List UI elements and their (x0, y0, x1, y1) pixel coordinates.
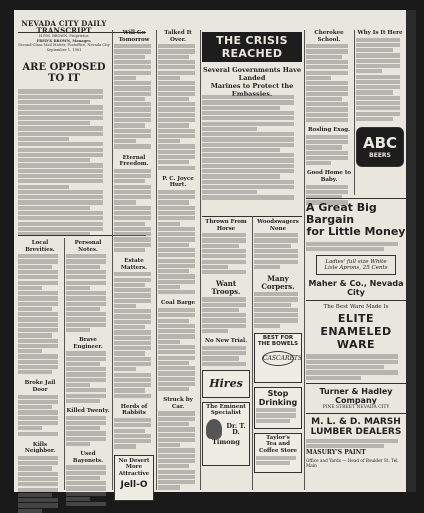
hires-ad (202, 370, 250, 398)
abc-beer-ad (356, 127, 404, 167)
column-5 (202, 219, 250, 490)
killed-twenty-heading: Killed Twenty. (66, 408, 110, 415)
jello-ad (114, 455, 154, 501)
marsh-footer: Office and Yards — Head of Boulder St. Tel. Main (306, 458, 399, 469)
used-bayonets-heading: Used Bayonets. (72, 451, 104, 464)
woodswagers-heading: Woodswagers None (257, 219, 299, 232)
masthead-title: NEVADA CITY DAILY TRANSCRIPT (21, 19, 107, 35)
elite-enameled: ELITE ENAMELED WARE (320, 312, 392, 352)
column-rule (64, 238, 65, 490)
rosling-exag-heading: Rosling Exag. (307, 127, 351, 134)
maher-name: Maher & Co., Nevada City (308, 279, 404, 298)
masthead-date: September 1, 1901 (46, 47, 82, 52)
column-4 (158, 30, 198, 490)
cherokee-school-heading: Cherokee School. (314, 30, 344, 43)
masthead-proprietor: H.P.M. BROWN, Proprietor. (39, 34, 89, 38)
hires-logo: Hires (209, 376, 243, 390)
crisis-banner (202, 32, 302, 62)
eminent-specialist: The Eminent Specialist (206, 403, 246, 417)
kills-neighbor-heading: Kills Neighbor. (24, 441, 56, 455)
pc-joyce-heading: P. C. Joyce Hurt. (162, 175, 194, 189)
column-7 (306, 30, 352, 195)
lumber-dealers: LUMBER DEALERS (310, 426, 402, 437)
talked-it-over-heading: Talked It Over. (164, 30, 192, 43)
crisis-title: THE CRISIS REACHED (216, 34, 288, 60)
best-ware-text: The Best Ware Made Is (323, 304, 389, 311)
column-rule (156, 30, 157, 490)
column-8 (356, 30, 404, 195)
cascarets-logo: CASCARETS (263, 354, 302, 362)
crisis-sub-1: Several Governments Have Landed (203, 66, 301, 82)
drinking-ad (254, 387, 302, 429)
turner-hadley: Turner & Hadley Company (319, 386, 393, 405)
crisis-body (202, 94, 302, 214)
local-brevities-heading: Local Brevities. (25, 240, 55, 253)
column-3 (114, 30, 154, 490)
want-troops-heading: Want Troops. (211, 279, 241, 297)
brave-engineer-heading: Brave Engineer. (73, 337, 103, 350)
jello-desert-text: No Desert More Attractive (118, 457, 150, 477)
stop-drinking: Stop Drinking (258, 388, 298, 407)
no-new-trial-heading: No New Trial. (204, 338, 248, 345)
lead-headline: ARE OPPOSED TO IT (22, 62, 106, 85)
why-here-heading: Why Is It Here (357, 30, 403, 36)
aprons-line-2: Lisle Aprons, 25 Cents (324, 265, 388, 272)
doctor-name: Dr. T. D. Timong (212, 421, 246, 446)
bargain-line-2: for Little Money (306, 225, 406, 238)
column-rule (304, 30, 305, 490)
marsh-name: M. L. & D. MARSH (311, 416, 401, 427)
bowels-text: BEST FOR THE BOWELS (257, 334, 299, 348)
column-2-lower (66, 240, 110, 490)
aprons-box (316, 255, 396, 275)
cascarets-oval (262, 351, 302, 366)
crisis-sub-2: Marines to Protect the (210, 82, 294, 90)
taylor-ad (254, 433, 302, 473)
personal-notes-heading: Personal Notes. (74, 240, 102, 253)
page-edge-shadow (406, 10, 416, 492)
newspaper-page (14, 10, 416, 492)
column-1-lower (18, 240, 62, 490)
masthead-entered: Second-Class Mail Matter, Postoffice, Nevada City (18, 43, 110, 48)
bargain-ad-block (306, 202, 406, 490)
column-rule (252, 216, 253, 490)
masthead-manager: FRED'K BROWN, Manager. (36, 38, 92, 43)
struck-by-car-heading: Struck by Car. (163, 397, 193, 410)
broke-jail-heading: Broke Jail Door (24, 380, 56, 393)
jello-logo: Jell-O (120, 480, 148, 491)
column-6 (254, 219, 302, 490)
abc-beers: BEERS (369, 152, 391, 159)
will-go-tomorrow-heading: Will Go Tomorrow (118, 30, 150, 43)
taylor-name: Taylor's (266, 434, 290, 441)
masthead (18, 20, 110, 52)
section-rule (306, 198, 406, 199)
column-rule (200, 30, 201, 490)
portrait (206, 419, 222, 439)
taylor-store: Tea and Coffee Store (258, 441, 298, 454)
specialist-ad (202, 402, 250, 466)
masury-paint: MASURY'S PAINT (306, 449, 366, 457)
column-rule (112, 30, 113, 490)
many-corpers-heading: Many Corpers. (261, 273, 295, 291)
aprons-line-1: Ladies' full size White (325, 259, 387, 266)
thrown-from-horse-heading: Thrown From Horse (205, 219, 247, 232)
good-home-heading: Good Home to Baby. (306, 170, 352, 183)
column-rule (354, 30, 355, 195)
crisis-headline-block (202, 32, 302, 98)
estate-matters-heading: Estate Matters. (120, 258, 148, 271)
cascarets-ad (254, 333, 302, 383)
turner-address: PINE STREET NEVADA CITY (322, 404, 390, 410)
crisis-sub-3: Embassies. (231, 90, 273, 98)
abc-logo: ABC (362, 134, 398, 152)
lead-body (18, 89, 110, 236)
herds-rabbits-heading: Herds of Rabbits (120, 403, 148, 417)
bargain-line-1: A Great Big Bargain (306, 201, 377, 226)
eternal-freedom-heading: Eternal Freedom. (119, 154, 149, 168)
coal-barge-heading: Coal Barge (160, 300, 196, 307)
